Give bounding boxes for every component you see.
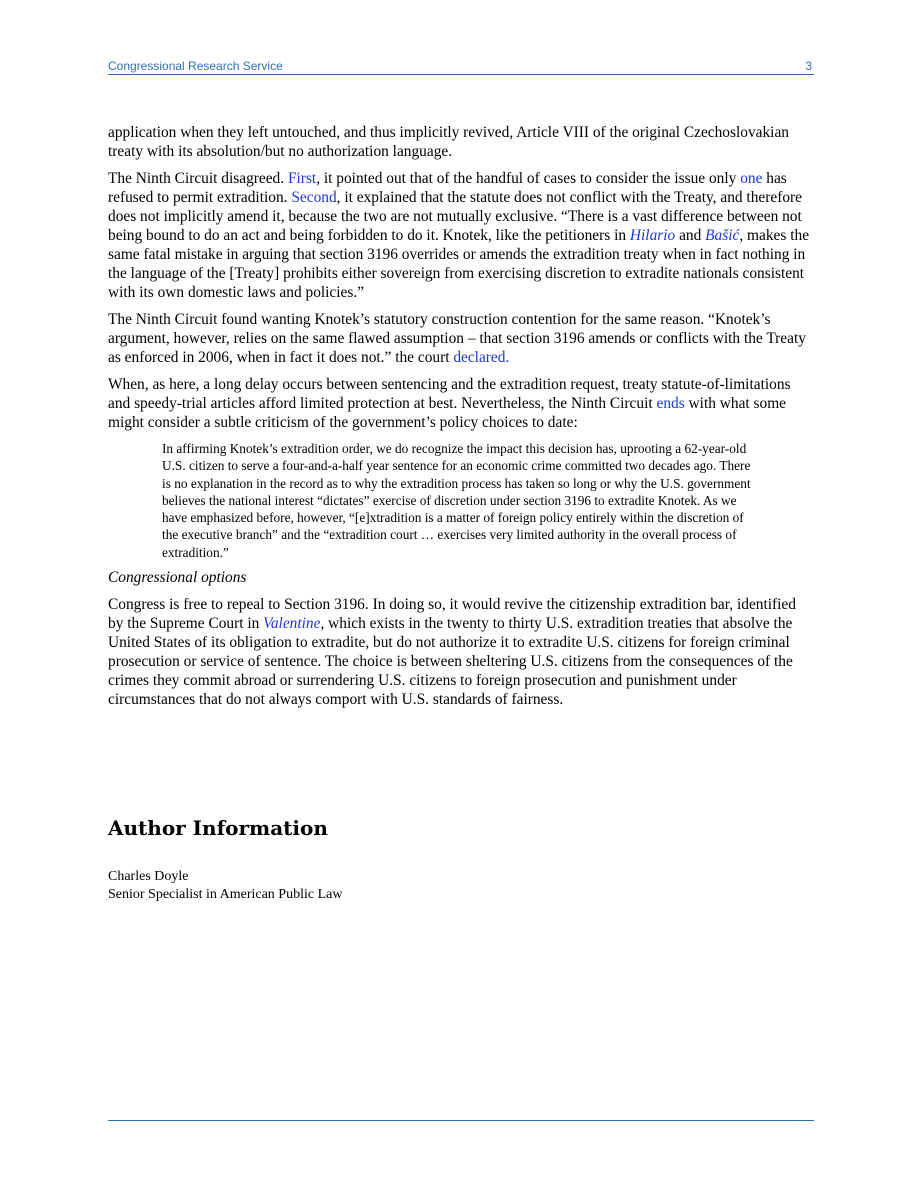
paragraph-5 [108,595,814,709]
link-basic[interactable]: Bašić [705,227,740,244]
link-valentine[interactable]: Valentine [263,615,321,633]
footer-divider [108,1120,814,1121]
text-span: , which exists in the twenty to thirty U.S. extradition treaties that absolve the United States of its obligation to extradite, but do not authorize it to extradite U.S. citizens for foreign criminal prosecution or service of sentence. The choice is between sheltering U.S. citizens from the consequences of the crimes they commit abroad or surrendering U.S. citizens to foreign prosecution and punishment under circumstances that do not always comport with U.S. standards of fairness. [108,615,793,709]
paragraph-1: application when they left untouched, and thus implicitly revived, Article VIII of the original Czechoslovakian treaty with its absolution/but no authorization language. [108,124,789,160]
text-span: with what some might consider a subtle criticism of the government’s policy choices to date: [108,395,787,431]
author-information-heading: Author Information [108,816,328,840]
text-span: , makes the same fatal mistake in arguing that section 3196 overrides or amends the extradition treaty when in fact nothing in the language of the [Treaty] prohibits either sovereign from exercising discretion to extradite nationals consistent with its own domestic laws and policies.” [108,227,810,301]
text-span: The Ninth Circuit found wanting Knotek’s statutory construction contention for the same reason. “Knotek’s argument, however, relies on the same flawed assumption – that section 3196 amends or conflicts with the Treaty as enforced in 2006, when in fact it does not.” the court [108,311,806,366]
link-hilario[interactable]: Hilario [629,227,676,244]
main-content [108,123,814,717]
link-second[interactable]: Second [291,189,337,206]
paragraph-2 [108,169,814,302]
text-span: and [675,227,706,244]
text-span: Congress is free to repeal to Section 3196. In doing so, it would revive the citizenship extradition bar, identified by the Supreme Court in [108,596,796,633]
link-ends[interactable]: ends [656,395,685,412]
subheading-congressional-options: Congressional options [108,569,247,587]
paragraph-3 [108,310,814,367]
text-span: When, as here, a long delay occurs between sentencing and the extradition request, treaty statute-of-limitations and speedy-trial articles afford limited protection at best. Nevertheless, the Ninth Circuit [108,376,791,412]
link-one[interactable]: one [740,170,763,187]
link-first[interactable]: First [287,170,317,187]
paragraph-4 [108,375,814,432]
text-span: The Ninth Circuit disagreed. [108,170,288,187]
page-header [108,58,814,75]
author-name: Charles Doyle [108,869,189,884]
block-quote: In affirming Knotek’s extradition order, we do recognize the impact this decision has, uprooting a 62-year-old U.S. citizen to serve a four-and-a-half year sentence for an economic crime committed two decades ago. There is no explanation in the record as to why the extradition process has taken so long or why the U.S. government believes the national interest “dictates” exercise of discretion under section 3196 to extradite Knotek. As we have emphasized before, however, “[e]xtradition is a matter of foreign policy entirely within the discretion of the executive branch” and the “extradition court … exercises very limited authority in the overall process of extradition.” [162,441,751,560]
text-span: has refused to permit extradition. [108,170,787,206]
author-block [108,868,342,904]
author-title: Senior Specialist in American Public Law [108,887,343,902]
header-source: Congressional Research Service [108,59,283,73]
page-number: 3 [805,59,812,73]
text-span: , it explained that the statute does not conflict with the Treaty, and therefore does not implicitly amend it, because the two are not mutually exclusive. “There is a vast difference between not being bound to do an act and being forbidden to do it. Knotek, like the petitioners in [108,189,802,244]
link-declared[interactable]: declared. [453,349,510,366]
text-span: , it pointed out that of the handful of cases to consider the issue only [316,170,741,187]
